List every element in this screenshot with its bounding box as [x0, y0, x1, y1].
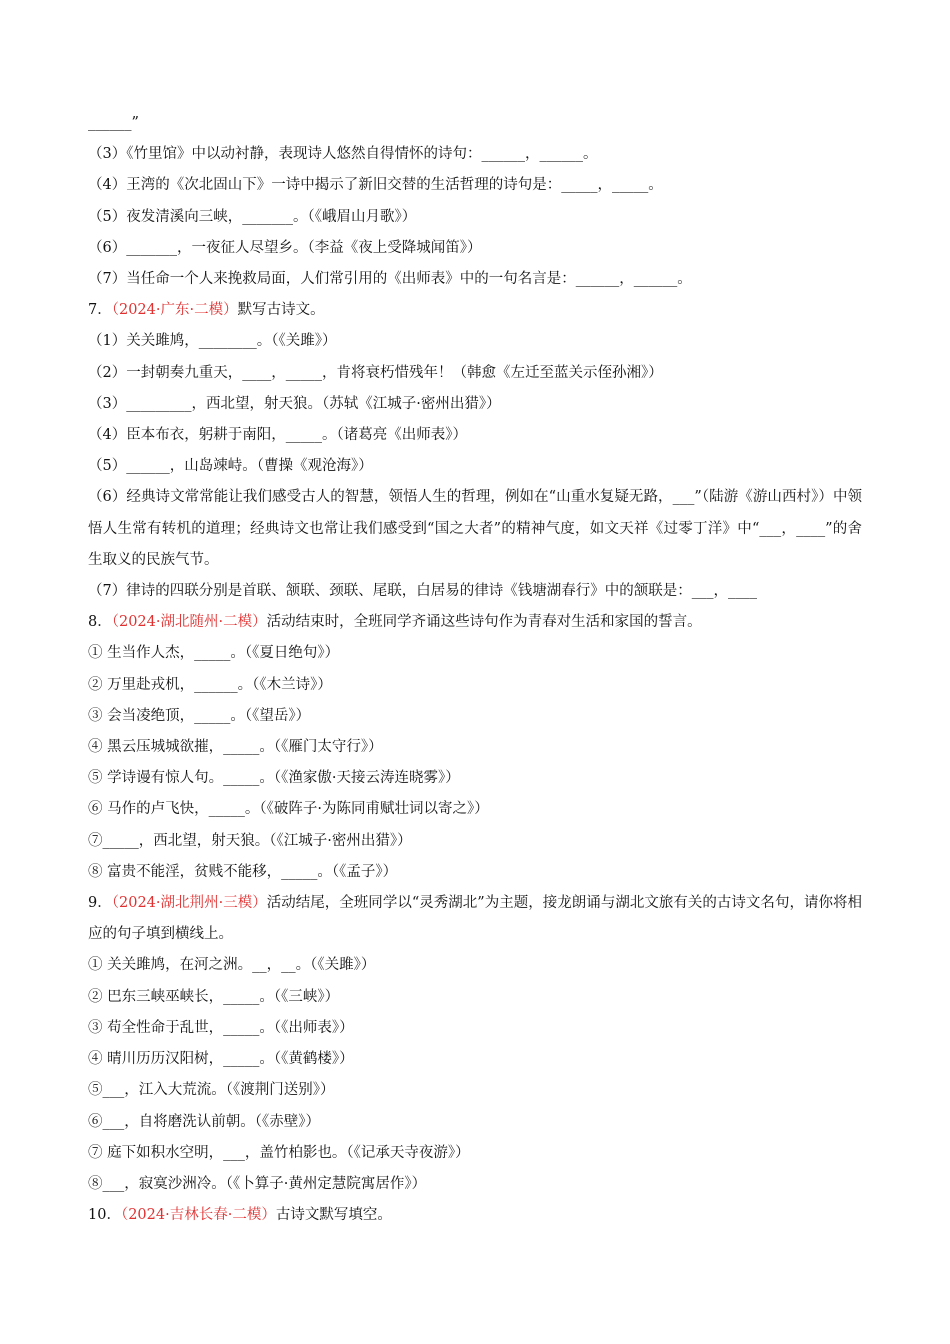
question-heading — [88, 1200, 862, 1231]
text-line: （3）_________，西北望，射天狼。（苏轼《江城子·密州出猎》） — [88, 395, 501, 412]
text-line: ⑤ 学诗谩有惊人句。_____。（《渔家傲·天接云涛连晓雾》） — [88, 770, 460, 787]
text-line: （2）一封朝奏九重天，____，_____，肯将衰朽惜残年！（韩愈《左迁至蓝关示侄孙湘》） — [88, 364, 663, 381]
question-number: 9． — [88, 895, 112, 912]
question-prompt: 活动结束时，全班同学齐诵这些诗句作为青春对生活和家国的誓言。 — [266, 614, 702, 631]
text-line: （6）经典诗文常常能让我们感受古人的智慧，领悟人生的哲理，例如在“山重水复疑无路，___”（陆游《游山西村》）中领悟人生常有转机的道理；经典诗文也常让我们感受到“国之大者”的精神气度，如文天祥《过零丁洋》中“___，____”的舍生取义的民族气节。 — [88, 489, 862, 568]
text-line: ① 生当作人杰，_____。（《夏日绝句》） — [88, 645, 340, 662]
text-line: ② 巴东三峡巫峡长，_____。（《三峡》） — [88, 988, 340, 1005]
document-page — [88, 108, 862, 1231]
text-line: （7）当任命一个人来挽救局面，人们常引用的《出师表》中的一句名言是：______，______。 — [88, 271, 692, 288]
text-line: ⑧ 富贵不能淫，贫贱不能移，_____。（《孟子》） — [88, 863, 398, 880]
text-line: ③ 苟全性命于乱世，_____。（《出师表》） — [88, 1019, 354, 1036]
text-line: ⑥ 马作的卢飞快，_____。（《破阵子·为陈同甫赋壮词以寄之》） — [88, 801, 489, 818]
text-line: ④ 黑云压城城欲摧，_____。（《雁门太守行》） — [88, 739, 383, 756]
text-line: （4）臣本布衣，躬耕于南阳，_____。（诸葛亮《出师表》） — [88, 427, 467, 444]
text-line: （1）关关雎鸠，________。（《关雎》） — [88, 333, 337, 350]
text-line: （5）______，山岛竦峙。（曹操《观沧海》） — [88, 458, 373, 475]
text-line: ⑤___，江入大荒流。（《渡荆门送别》） — [88, 1082, 335, 1099]
question-prompt: 古诗文默写填空。 — [275, 1207, 392, 1224]
question-source: （2024·湖北荆州·三模） — [111, 895, 267, 912]
question-number: 8． — [88, 614, 112, 631]
question-source: （2024·吉林长春·二模） — [120, 1207, 276, 1224]
question-prompt: 活动结尾，全班同学以“灵秀湖北”为主题，接龙朗诵与湖北文旅有关的古诗文名句，请你将相应的句子填到横线上。 — [88, 895, 862, 943]
text-line: ⑦ 庭下如积水空明，___，盖竹柏影也。（《记承天寺夜游》） — [88, 1144, 470, 1161]
question-number: 7． — [88, 302, 112, 319]
text-line: （3）《竹里馆》中以动衬静，表现诗人悠然自得情怀的诗句：______，______。 — [88, 146, 598, 163]
question-source: （2024·湖北随州·二模） — [111, 614, 267, 631]
question-number: 10． — [88, 1207, 121, 1224]
question-heading — [88, 607, 862, 638]
text-line: ① 关关雎鸠，在河之洲。__，__。（《关雎》） — [88, 957, 376, 974]
text-line: ⑥___，自将磨洗认前朝。（《赤壁》） — [88, 1113, 320, 1130]
text-line: ______” — [88, 115, 139, 131]
text-line: （4）王湾的《次北固山下》一诗中揭示了新旧交替的生活哲理的诗句是：_____，_____。 — [88, 177, 663, 194]
text-line: ② 万里赴戎机，______。（《木兰诗》） — [88, 676, 332, 693]
question-prompt: 默写古诗文。 — [237, 302, 325, 319]
question-heading — [88, 888, 862, 950]
text-line: ⑧___，寂寞沙洲冷。（《卜算子·黄州定慧院寓居作》） — [88, 1175, 427, 1192]
text-line: （5）夜发清溪向三峡，_______。（《峨眉山月歌》） — [88, 208, 417, 225]
question-source: （2024·广东·二模） — [111, 302, 238, 319]
text-line: （6）_______，一夜征人尽望乡。（李益《夜上受降城闻笛》） — [88, 239, 482, 256]
text-line: ④ 晴川历历汉阳树，_____。（《黄鹤楼》） — [88, 1051, 354, 1068]
question-heading — [88, 295, 862, 326]
text-line: （7）律诗的四联分别是首联、颔联、颈联、尾联，白居易的律诗《钱塘湖春行》中的颔联是：___，____ — [88, 583, 757, 600]
text-line: ⑦_____，西北望，射天狼。（《江城子·密州出猎》） — [88, 832, 412, 849]
text-line: ③ 会当凌绝顶，_____。（《望岳》） — [88, 707, 311, 724]
